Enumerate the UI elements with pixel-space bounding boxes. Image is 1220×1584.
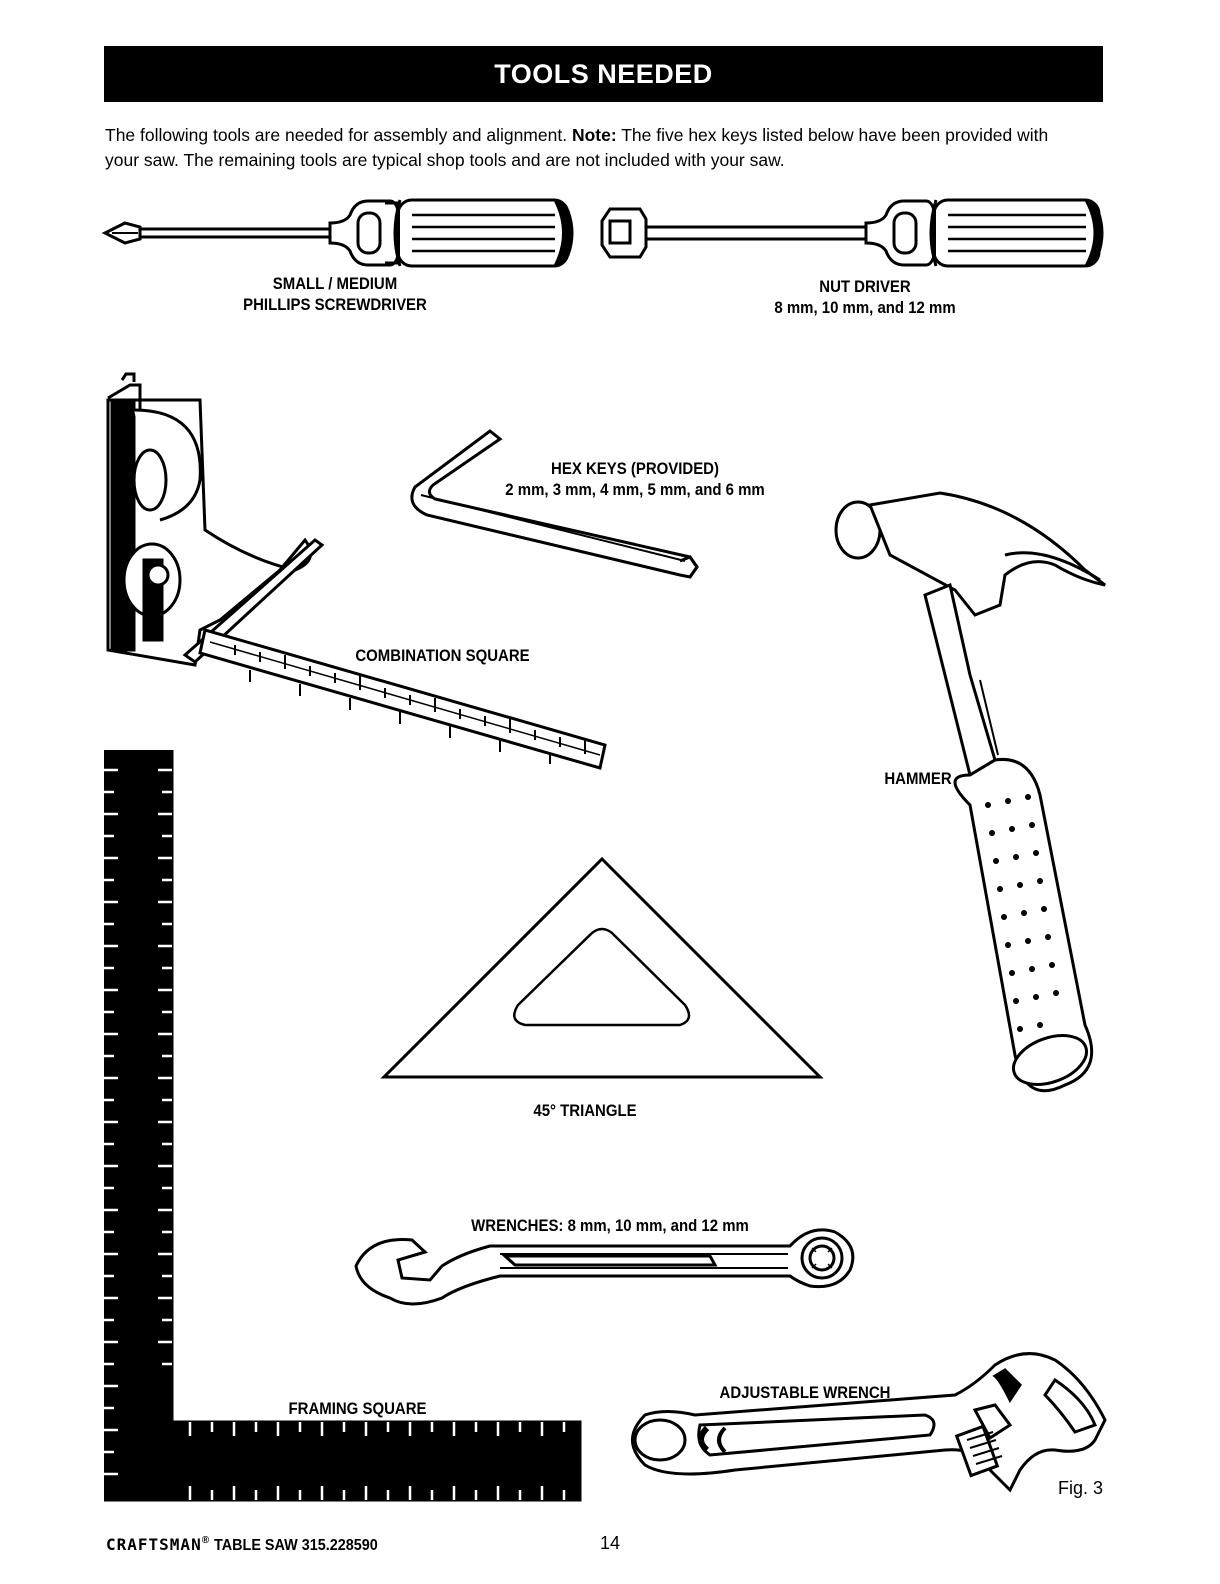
triangle-label: 45° TRIANGLE xyxy=(533,1101,637,1120)
model-number: TABLE SAW 315.228590 xyxy=(213,1537,378,1554)
nut-driver-label-line1: NUT DRIVER xyxy=(819,277,911,296)
screwdriver-label-line1: SMALL / MEDIUM xyxy=(272,274,398,293)
combination-square-label: COMBINATION SQUARE xyxy=(355,646,530,665)
hammer-label: HAMMER xyxy=(884,769,952,788)
intro-text-after: The five hex keys listed below have been provided with your saw. The remaining tools are typical shop tools and are not included with your saw. xyxy=(105,125,1049,170)
wrenches-label: WRENCHES: 8 mm, 10 mm, and 12 mm xyxy=(471,1216,749,1235)
hammer-icon xyxy=(830,485,1115,1100)
nut-driver-label-line2: 8 mm, 10 mm, and 12 mm xyxy=(774,298,956,317)
triangle-icon xyxy=(380,855,825,1080)
section-title: TOOLS NEEDED xyxy=(494,58,713,89)
nut-driver-icon xyxy=(596,195,1106,270)
framing-square-label: FRAMING SQUARE xyxy=(288,1399,427,1418)
adjustable-wrench-icon xyxy=(615,1340,1115,1500)
hex-keys-label-line1: HEX KEYS (PROVIDED) xyxy=(551,459,719,478)
hex-keys-label xyxy=(490,458,780,500)
brand-trademark: ® xyxy=(201,1535,210,1546)
intro-text-before: The following tools are needed for assembly and alignment. xyxy=(105,125,572,145)
section-header-bar xyxy=(104,46,1103,102)
hex-key-icon xyxy=(405,425,705,580)
screwdriver-label-line2: PHILLIPS SCREWDRIVER xyxy=(243,295,427,314)
screwdriver-label xyxy=(207,273,462,315)
figure-label: Fig. 3 xyxy=(1058,1478,1104,1498)
footer-brand xyxy=(106,1535,396,1555)
page-number: 14 xyxy=(600,1533,621,1553)
brand-logo: CRAFTSMAN xyxy=(106,1535,202,1554)
phillips-screwdriver-icon xyxy=(100,195,580,270)
intro-note-label: Note: xyxy=(571,125,617,145)
adjustable-wrench-label: ADJUSTABLE WRENCH xyxy=(719,1383,891,1402)
intro-paragraph xyxy=(105,123,1085,173)
nut-driver-label xyxy=(737,276,992,318)
hex-keys-label-line2: 2 mm, 3 mm, 4 mm, 5 mm, and 6 mm xyxy=(505,480,765,499)
